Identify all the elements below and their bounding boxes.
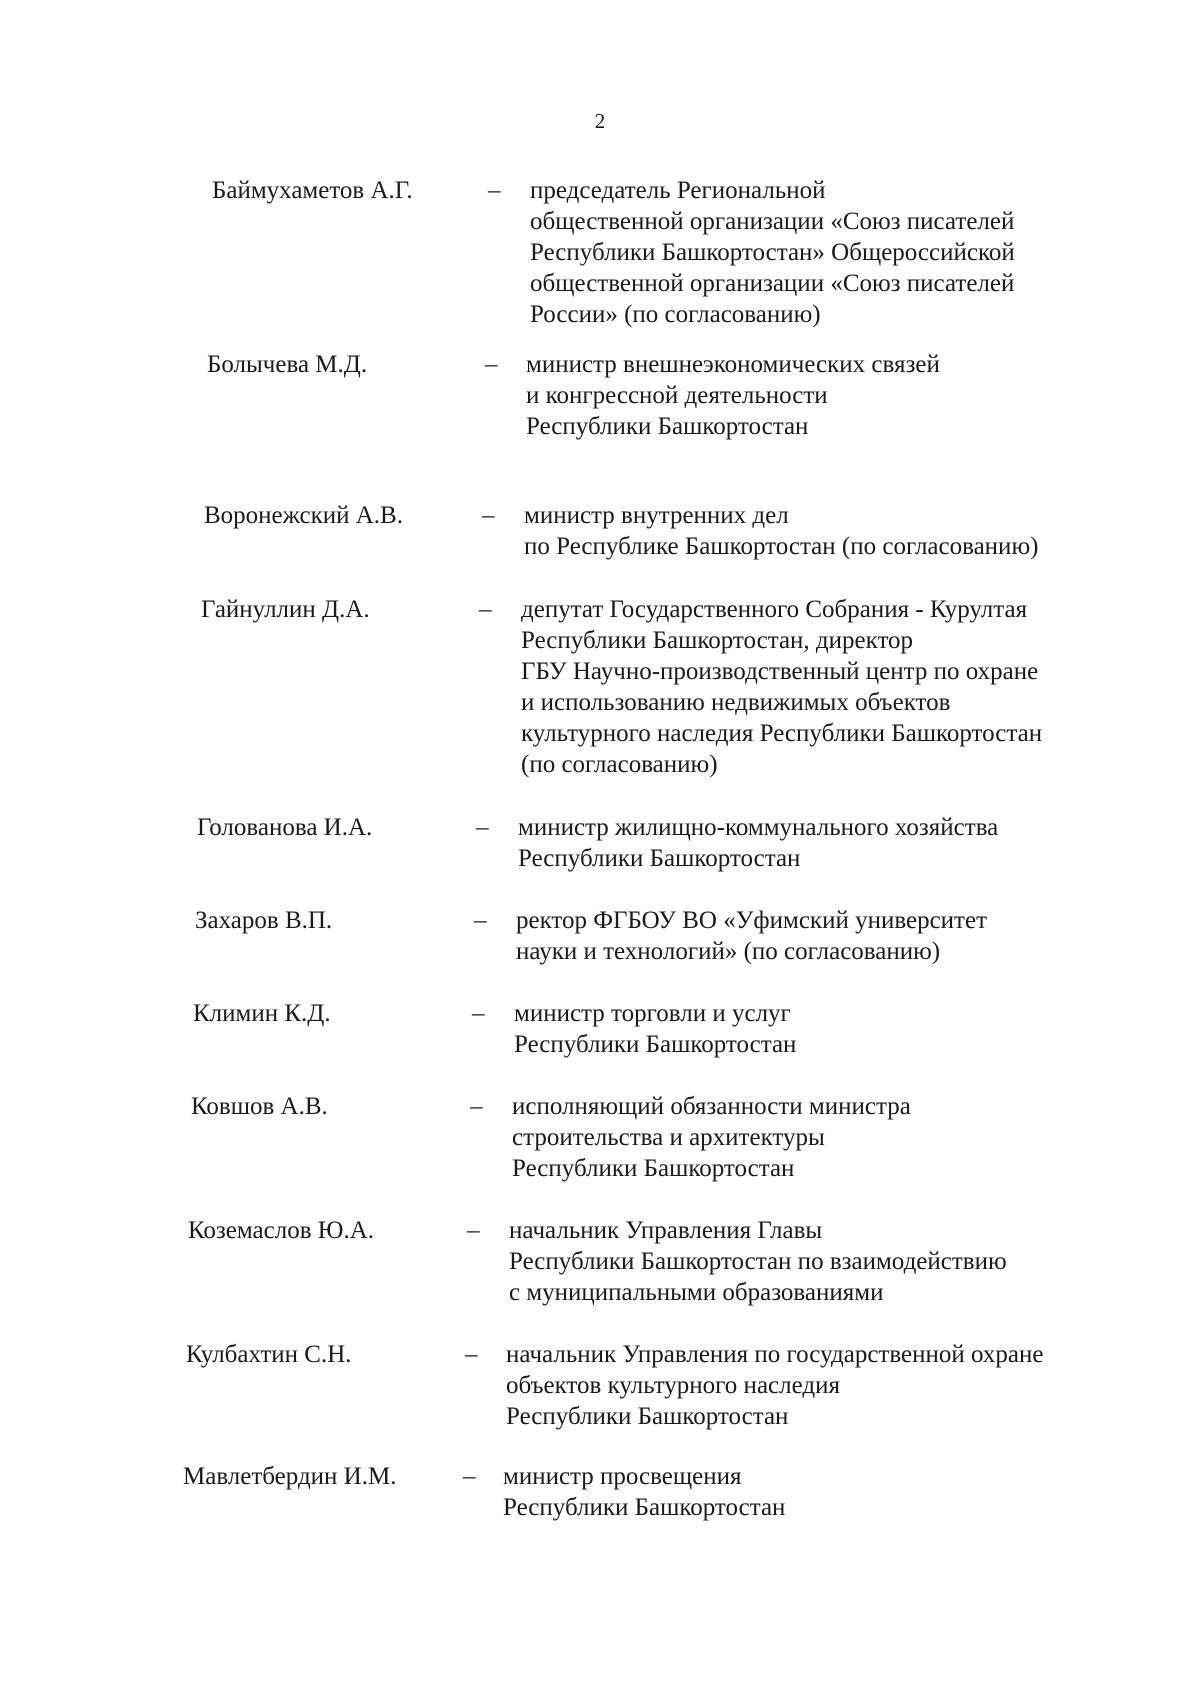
- member-role-line: объектов культурного наследия: [506, 1372, 840, 1399]
- member-role-line: по Республике Башкортостан (по согласованию): [524, 533, 1039, 560]
- member-role-line: (по согласованию): [521, 751, 718, 778]
- member-dash: –: [467, 1217, 480, 1244]
- member-role-line: Республики Башкортостан: [512, 1155, 795, 1182]
- member-role-line: министр просвещения: [503, 1463, 742, 1490]
- member-name: Воронежский А.В.: [204, 502, 403, 529]
- member-role: [506, 1339, 1043, 1432]
- member-role: [526, 349, 940, 442]
- member-role-line: строительства и архитектуры: [512, 1124, 825, 1151]
- member-role: [512, 1091, 911, 1184]
- member-name: Ковшов А.В.: [191, 1093, 328, 1120]
- member-dash: –: [488, 177, 501, 204]
- member-role-line: начальник Управления по государственной охране: [506, 1341, 1044, 1368]
- member-role-line: ректор ФГБОУ ВО «Уфимский университет: [516, 907, 988, 934]
- member-name: Голованова И.А.: [197, 814, 373, 841]
- member-role-line: Республики Башкортостан, директор: [521, 627, 914, 654]
- member-entry: [0, 594, 1200, 778]
- member-role-line: и конгрессной деятельности: [526, 382, 828, 409]
- member-role: [521, 594, 1042, 780]
- member-entry: [0, 1461, 1200, 1621]
- member-dash: –: [482, 502, 495, 529]
- member-role-line: председатель Региональной: [530, 177, 826, 204]
- member-name: Мавлетбердин И.М.: [183, 1463, 397, 1490]
- member-role-line: Республики Башкортостан: [514, 1031, 797, 1058]
- member-entry: [0, 349, 1200, 509]
- member-role-line: депутат Государственного Собрания - Курултая: [521, 596, 1028, 623]
- member-role-line: Республики Башкортостан» Общероссийской: [530, 239, 1015, 266]
- member-role-line: России» (по согласованию): [530, 301, 821, 328]
- member-role-line: общественной организации «Союз писателей: [530, 270, 1015, 297]
- member-name: Баймухаметов А.Г.: [212, 177, 413, 204]
- member-role-line: науки и технологий» (по согласованию): [516, 938, 941, 965]
- member-role-line: ГБУ Научно-производственный центр по охране: [521, 658, 1039, 685]
- member-role: [503, 1461, 785, 1523]
- member-dash: –: [463, 1463, 476, 1490]
- member-name: Климин К.Д.: [193, 1000, 331, 1027]
- member-entry: [0, 175, 1200, 335]
- member-dash: –: [485, 351, 498, 378]
- member-role: [530, 175, 1015, 330]
- member-role-line: и использованию недвижимых объектов: [521, 689, 951, 716]
- member-role-line: начальник Управления Главы: [509, 1217, 823, 1244]
- member-role: [516, 905, 987, 967]
- member-role: [509, 1215, 1007, 1308]
- member-role-line: министр торговли и услуг: [514, 1000, 791, 1027]
- member-role-line: общественной организации «Союз писателей: [530, 208, 1015, 235]
- member-role-line: министр внутренних дел: [524, 502, 789, 529]
- member-role-line: министр жилищно-коммунального хозяйства: [518, 814, 999, 841]
- member-dash: –: [470, 1093, 483, 1120]
- member-dash: –: [474, 907, 487, 934]
- member-role-line: Республики Башкортостан: [506, 1403, 789, 1430]
- member-role-line: Республики Башкортостан по взаимодействию: [509, 1248, 1007, 1275]
- member-name: Коземаслов Ю.А.: [188, 1217, 375, 1244]
- member-role: [514, 998, 796, 1060]
- member-role-line: культурного наследия Республики Башкортостан: [521, 720, 1043, 747]
- member-dash: –: [465, 1341, 478, 1368]
- member-role-line: Республики Башкортостан: [503, 1494, 786, 1521]
- member-role: [518, 812, 998, 874]
- member-name: Кулбахтин С.Н.: [186, 1341, 352, 1368]
- member-dash: –: [479, 596, 492, 623]
- member-role-line: Республики Башкортостан: [518, 845, 801, 872]
- member-role-line: министр внешнеэкономических связей: [526, 351, 940, 378]
- page-number: 2: [594, 109, 606, 133]
- member-role-line: Республики Башкортостан: [526, 413, 809, 440]
- member-dash: –: [472, 1000, 485, 1027]
- member-name: Захаров В.П.: [195, 907, 333, 934]
- member-dash: –: [476, 814, 489, 841]
- member-role-line: исполняющий обязанности министра: [512, 1093, 911, 1120]
- member-role: [524, 500, 1038, 562]
- member-role-line: с муниципальными образованиями: [509, 1279, 884, 1306]
- member-name: Болычева М.Д.: [207, 351, 368, 378]
- member-name: Гайнуллин Д.А.: [201, 596, 370, 623]
